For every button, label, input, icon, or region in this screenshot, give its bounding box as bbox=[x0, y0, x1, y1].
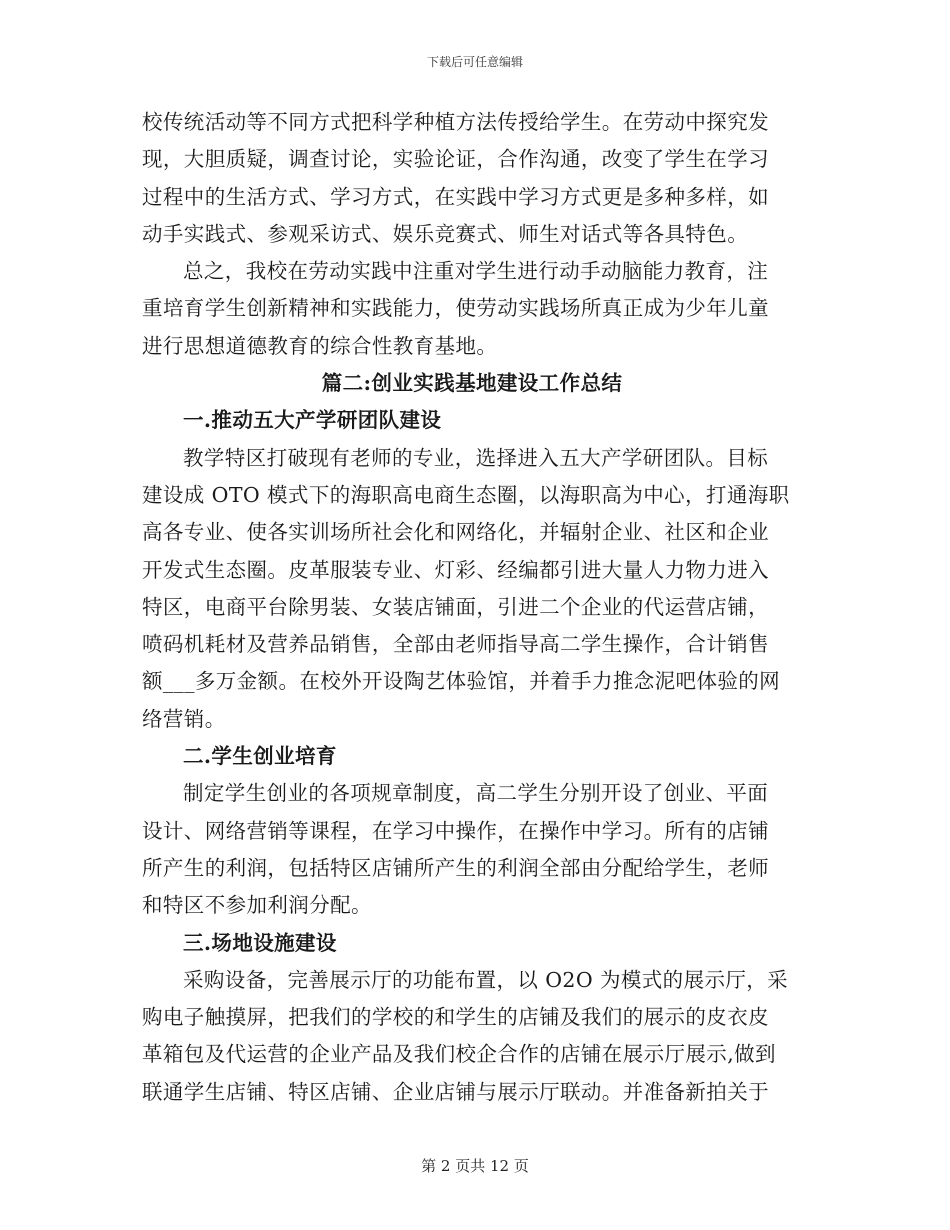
body-text-line: 购电子触摸屏，把我们的学校的和学生的店铺及我们的展示的皮衣皮 bbox=[142, 1005, 769, 1030]
body-text-line: 喷码机耗材及营养品销售，全部由老师指导高二学生操作，合计销售 bbox=[142, 632, 769, 657]
paragraph-first-line: 教学特区打破现有老师的专业，选择进入五大产学研团队。目标 bbox=[183, 445, 769, 470]
paragraph-first-line: 采购设备，完善展示厅的功能布置，以 O2O 为模式的展示厅，采 bbox=[183, 967, 789, 992]
body-text-line: 重培育学生创新精神和实践能力，使劳动实践场所真正成为少年儿童 bbox=[142, 296, 769, 321]
page-footer: 第 2 页共 12 页 bbox=[421, 1157, 529, 1175]
body-text-line: 设计、网络营销等课程，在学习中操作，在操作中学习。所有的店铺 bbox=[142, 818, 769, 843]
body-text-line: 动手实践式、参观采访式、娱乐竞赛式、师生对话式等各具特色。 bbox=[142, 221, 749, 246]
page-header: 下载后可任意编辑 bbox=[426, 55, 523, 69]
body-text-line: 联通学生店铺、特区店铺、企业店铺与展示厅联动。并准备新拍关于 bbox=[142, 1079, 769, 1104]
paragraph-first-line: 制定学生创业的各项规章制度，高二学生分别开设了创业、平面 bbox=[183, 781, 769, 806]
article-title: 篇二:创业实践基地建设工作总结 bbox=[321, 371, 623, 396]
body-text-line: 校传统活动等不同方式把科学种植方法传授给学生。在劳动中探究发 bbox=[142, 110, 769, 134]
body-text-line: 特区，电商平台除男装、女装店铺面，引进二个企业的代运营店铺， bbox=[142, 594, 769, 619]
body-text-line: 现，大胆质疑，调查讨论，实验论证，合作沟通，改变了学生在学习 bbox=[142, 147, 769, 172]
section-heading: 一.推动五大产学研团队建设 bbox=[183, 408, 442, 433]
section-heading: 二.学生创业培育 bbox=[183, 744, 337, 769]
body-text-line: 高各专业、使各实训场所社会化和网络化，并辐射企业、社区和企业 bbox=[142, 520, 769, 545]
body-text-line: 建设成 OTO 模式下的海职高电商生态圈，以海职高为中心，打通海职 bbox=[142, 482, 790, 507]
document-body bbox=[142, 104, 802, 1111]
body-text-line: 和特区不参加利润分配。 bbox=[142, 893, 372, 918]
body-text-line: 所产生的利润，包括特区店铺所产生的利润全部由分配给学生，老师 bbox=[142, 855, 769, 880]
paragraph-first-line: 总之，我校在劳动实践中注重对学生进行动手动脑能力教育，注 bbox=[183, 259, 769, 284]
body-text-line: 开发式生态圈。皮革服装专业、灯彩、经编都引进大量人力物力进入 bbox=[142, 557, 769, 582]
body-text-line: 革箱包及代运营的企业产品及我们校企合作的店铺在展示厅展示,做到 bbox=[142, 1042, 776, 1067]
body-text-line: 过程中的生活方式、学习方式，在实践中学习方式更是多种多样，如 bbox=[142, 184, 769, 209]
section-heading: 三.场地设施建设 bbox=[183, 930, 337, 955]
body-text-line: 进行思想道德教育的综合性教育基地。 bbox=[142, 333, 498, 358]
body-text-line: 额___多万金额。在校外开设陶艺体验馆，并着手力推念泥吧体验的网 bbox=[142, 669, 781, 694]
body-text-line: 络营销。 bbox=[142, 706, 226, 731]
